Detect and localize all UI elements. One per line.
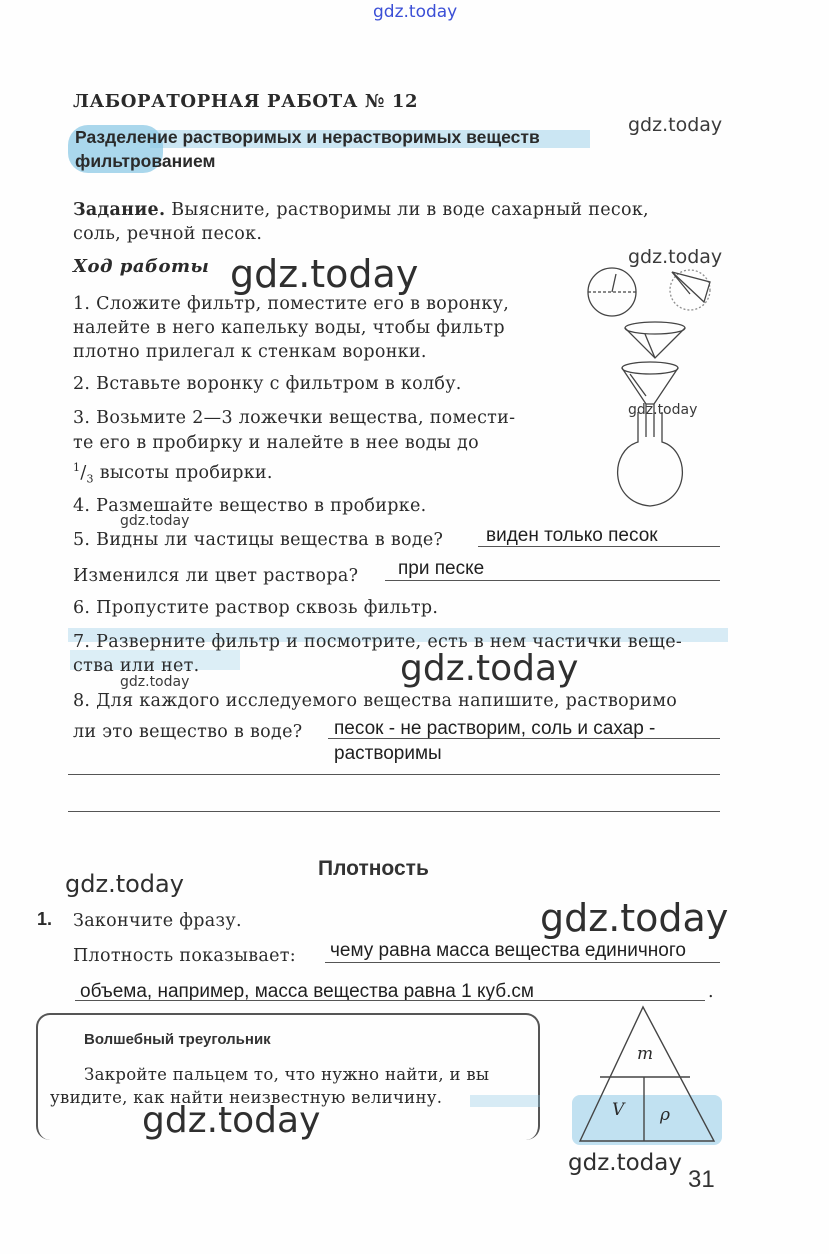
step2: 2. Вставьте воронку с фильтром в колбу. bbox=[73, 374, 462, 394]
step3-line2: те его в пробирку и налейте в нее воды до bbox=[73, 433, 479, 453]
step8-line1: 8. Для каждого исследуемого вещества напишите, растворимо bbox=[73, 691, 678, 711]
step7-line2: ства или нет. bbox=[73, 656, 200, 676]
question-number: 1. bbox=[37, 909, 53, 929]
step1-line1: 1. Сложите фильтр, поместите его в воронку, bbox=[73, 294, 510, 314]
density-heading: Плотность bbox=[318, 857, 429, 880]
watermark: gdz.today bbox=[230, 252, 419, 296]
watermark: gdz.today bbox=[540, 896, 729, 940]
top-watermark: gdz.today bbox=[373, 2, 458, 22]
period: . bbox=[708, 982, 714, 1002]
task-label: Задание. bbox=[73, 200, 166, 220]
step8-answer-line1: песок - не растворим, соль и сахар - bbox=[334, 718, 656, 739]
answer-line bbox=[328, 738, 720, 739]
density-answer-line1: чему равна масса вещества единичного bbox=[330, 940, 686, 961]
color-answer: при песке bbox=[398, 558, 485, 579]
density-answer-line2: объема, например, масса вещества равна 1 куб.см bbox=[80, 981, 534, 1002]
watermark: gdz.today bbox=[142, 1100, 321, 1141]
task-line2: соль, речной песок. bbox=[73, 224, 263, 244]
watermark: gdz.today bbox=[120, 674, 190, 690]
watermark: gdz.today bbox=[65, 870, 184, 898]
answer-line bbox=[385, 580, 720, 581]
step5-question: 5. Видны ли частицы вещества в воде? bbox=[73, 530, 444, 550]
magic-line2: увидите, как найти неизвестную величину. bbox=[50, 1088, 443, 1107]
step1-line2: налейте в него капельку воды, чтобы фильтр bbox=[73, 318, 505, 338]
watermark: gdz.today bbox=[568, 1150, 682, 1176]
step5-answer: виден только песок bbox=[486, 525, 658, 546]
lab-subtitle-line2: фильтрованием bbox=[75, 151, 216, 171]
answer-line bbox=[325, 962, 720, 963]
watermark: gdz.today bbox=[628, 246, 723, 268]
watermark: gdz.today bbox=[400, 648, 579, 689]
density-prompt: Плотность показывает: bbox=[73, 946, 296, 966]
answer-line bbox=[478, 546, 720, 547]
answer-line bbox=[68, 811, 720, 812]
smear-band bbox=[470, 1095, 540, 1107]
triangle-rho: ρ bbox=[660, 1105, 670, 1125]
magic-title: Волшебный треугольник bbox=[84, 1031, 271, 1048]
fraction-denominator: 3 bbox=[86, 472, 94, 486]
step6: 6. Пропустите раствор сквозь фильтр. bbox=[73, 598, 439, 618]
step3-line1: 3. Возьмите 2—3 ложечки вещества, помести- bbox=[73, 408, 516, 428]
answer-line bbox=[68, 774, 720, 775]
work-heading: Ход работы bbox=[73, 256, 210, 277]
magic-triangle-drawing bbox=[578, 1003, 718, 1153]
page-number: 31 bbox=[688, 1166, 715, 1193]
step1-line3: плотно прилегал к стенкам воронки. bbox=[73, 342, 427, 362]
answer-line bbox=[75, 1000, 705, 1001]
watermark: gdz.today bbox=[628, 402, 698, 418]
filter-apparatus-drawing bbox=[580, 262, 720, 512]
step8-line2: ли это вещество в воде? bbox=[73, 722, 303, 742]
magic-line1: Закройте пальцем то, что нужно найти, и вы bbox=[84, 1065, 490, 1084]
question-text: Закончите фразу. bbox=[73, 911, 242, 931]
step3-line3: $^1/_3$ высоты пробирки. bbox=[73, 461, 273, 486]
step8-answer-line2: растворимы bbox=[334, 743, 442, 764]
step7-line1: 7. Разверните фильтр и посмотрите, есть в нем частички веще- bbox=[73, 632, 683, 652]
triangle-v: V bbox=[612, 1100, 625, 1120]
watermark: gdz.today bbox=[120, 513, 190, 529]
lab-title: ЛАБОРАТОРНАЯ РАБОТА № 12 bbox=[73, 91, 419, 112]
lab-subtitle-line1: Разделение растворимых и нерастворимых веществ bbox=[75, 127, 540, 147]
watermark: gdz.today bbox=[628, 114, 723, 136]
color-question: Изменился ли цвет раствора? bbox=[73, 566, 359, 586]
fraction-numerator: 1 bbox=[73, 461, 81, 474]
step4: 4. Размешайте вещество в пробирке. bbox=[73, 496, 427, 516]
triangle-m: m bbox=[637, 1044, 654, 1064]
task-line1: Задание. Выясните, растворимы ли в воде сахарный песок, bbox=[73, 200, 649, 220]
